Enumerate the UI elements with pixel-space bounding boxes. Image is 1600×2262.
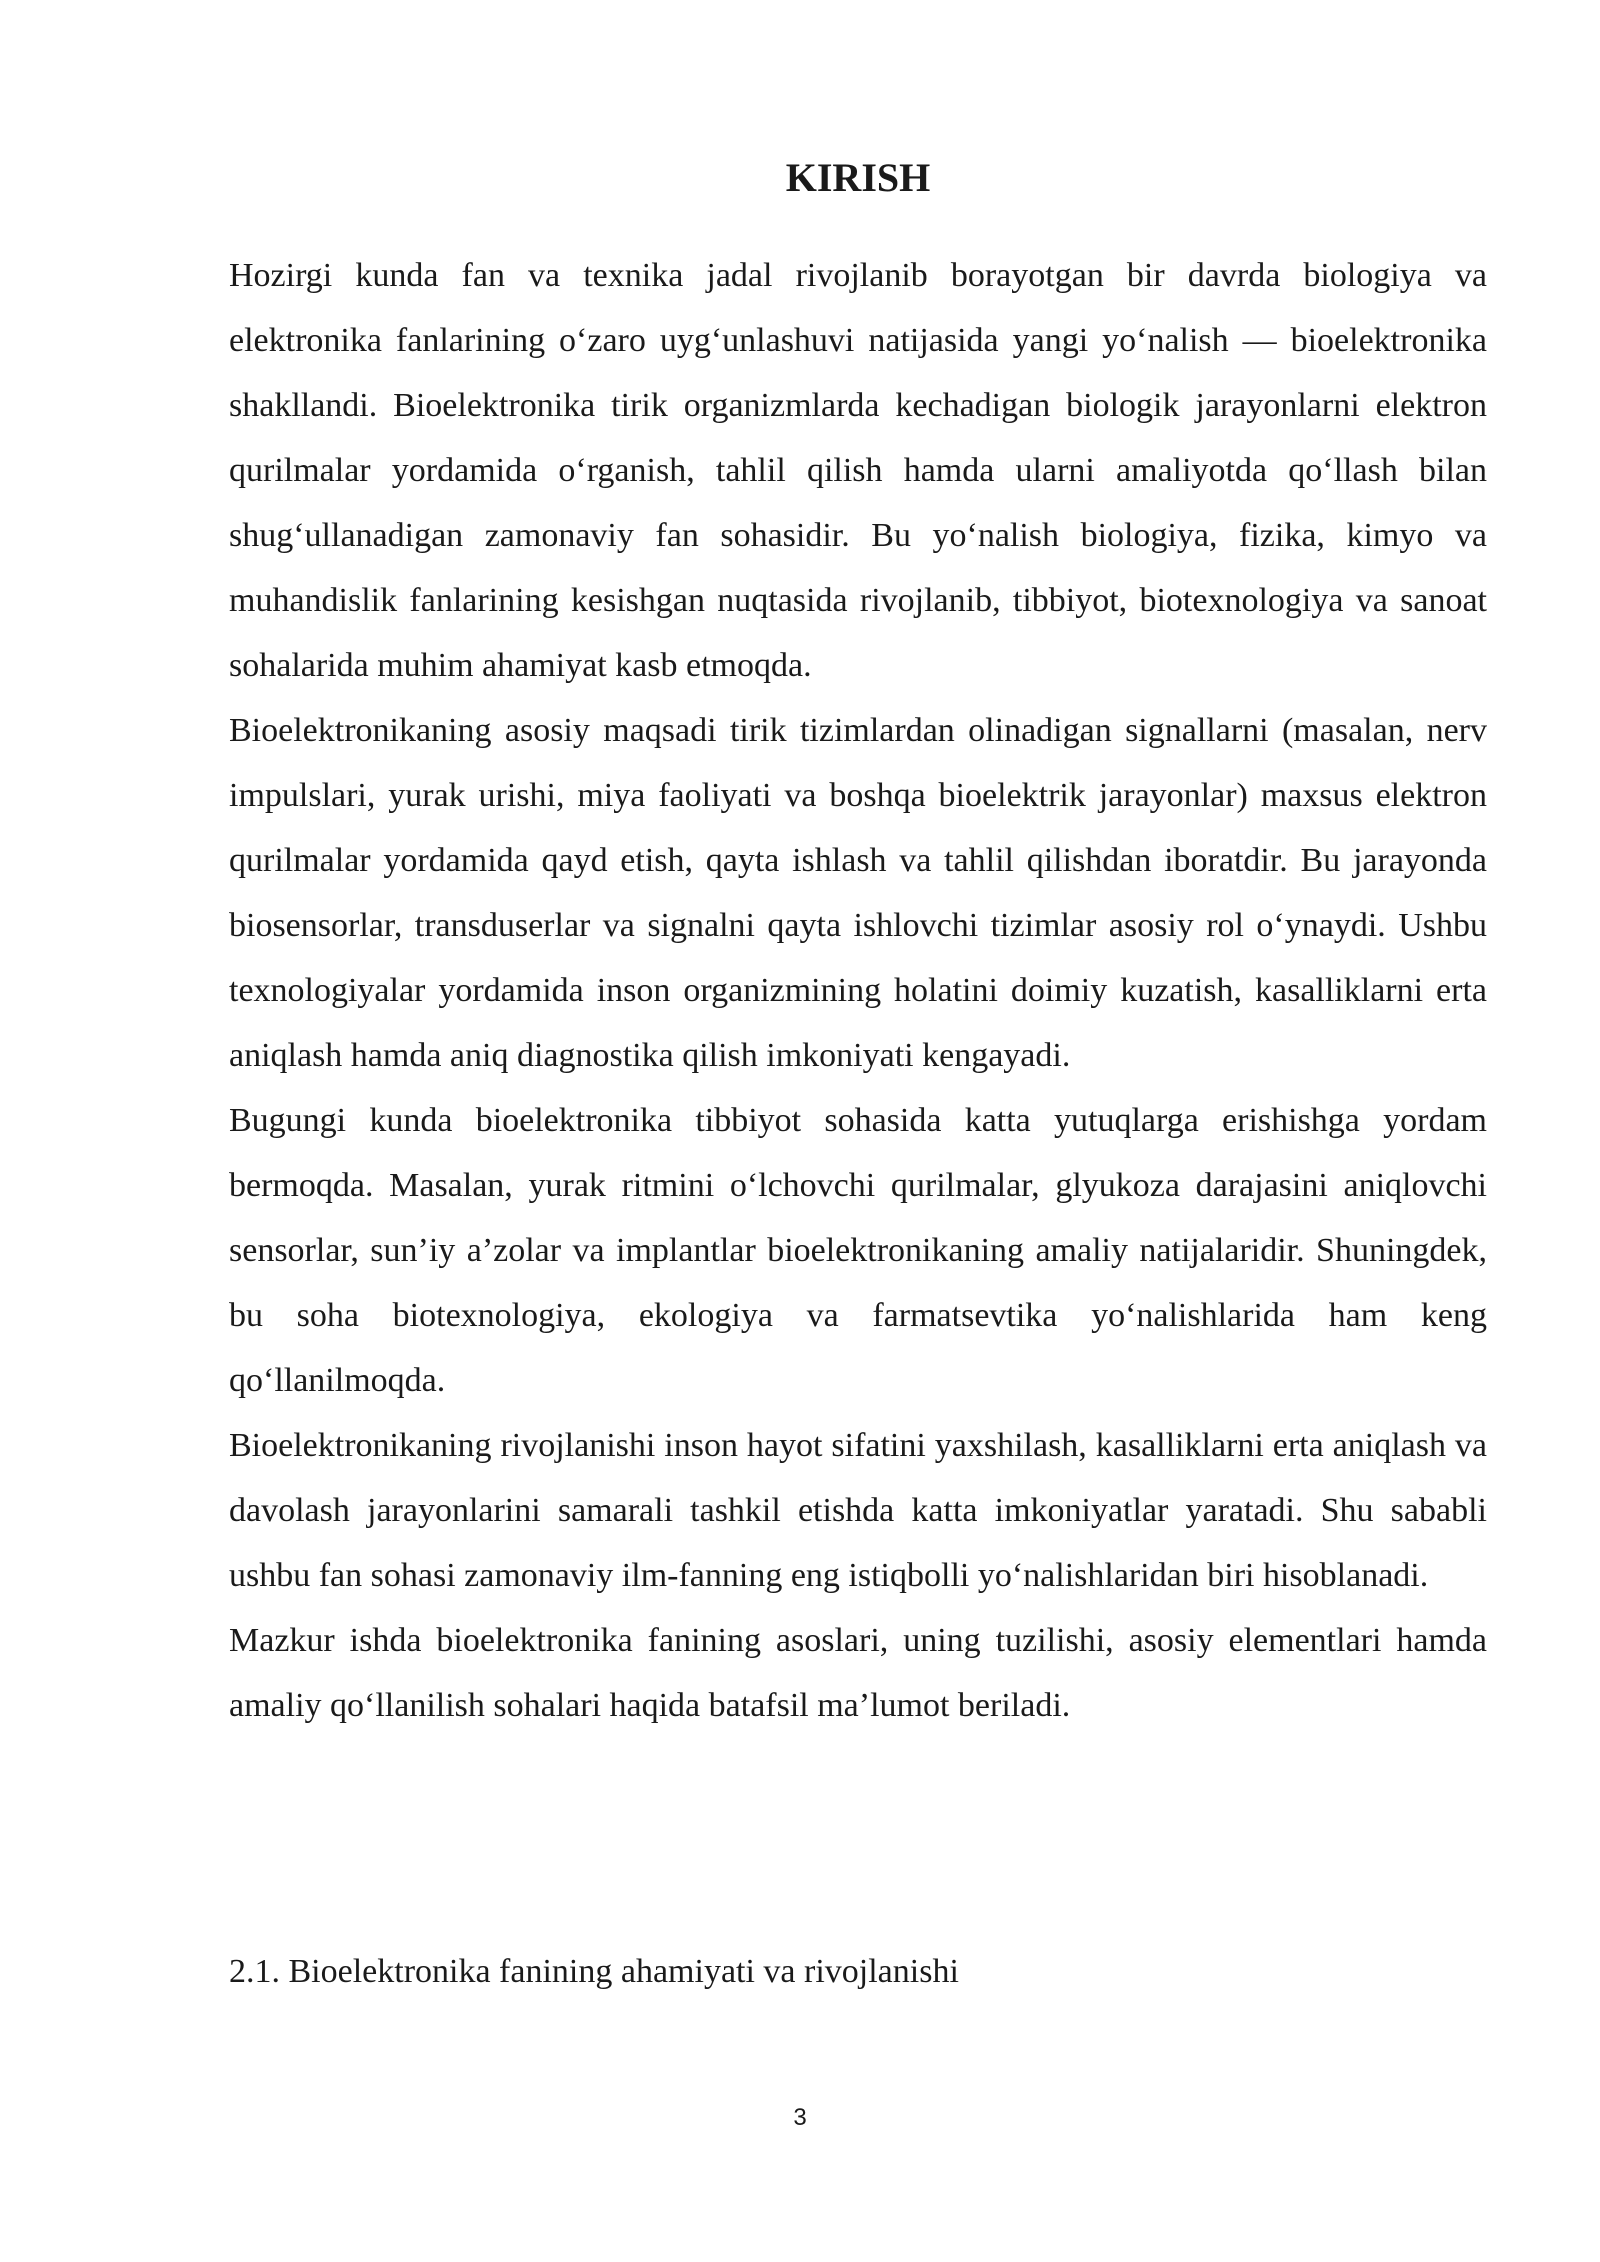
section-heading: 2.1. Bioelektronika fanining ahamiyati va rivojlanishi — [229, 1953, 959, 1990]
paragraph-4: Bioelektronikaning rivojlanishi inson hayot sifatini yaxshilash, kasalliklarni erta aniqlash va davolash jarayonlarini samarali tashkil etishda katta imkoniyatlar yaratadi. Shu sababli ushbu fan sohasi zamonaviy ilm-fanning eng istiqbolli yo‘nalishlaridan biri hisoblanadi. — [229, 1427, 1487, 1594]
paragraph-5: Mazkur ishda bioelektronika fanining asoslari, uning tuzilishi, asosiy elementlari hamda amaliy qo‘llanilish sohalari haqida batafsil ma’lumot beriladi. — [229, 1622, 1487, 1724]
body-text — [229, 243, 1487, 1738]
paragraph-3: Bugungi kunda bioelektronika tibbiyot sohasida katta yutuqlarga erishishga yordam bermoqda. Masalan, yurak ritmini o‘lchovchi qurilmalar, glyukoza darajasini aniqlovchi sensorlar, sun’iy a’zolar va implantlar bioelektronikaning amaliy natijalaridir. Shuningdek, bu soha biotexnologiya, ekologiya va farmatsevtika yo‘nalishlarida ham keng qo‘llanilmoqda. — [229, 1102, 1487, 1399]
page-number: 3 — [793, 2104, 807, 2131]
paragraph-2: Bioelektronikaning asosiy maqsadi tirik tizimlardan olinadigan signallarni (masalan, nerv impulslari, yurak urishi, miya faoliyati va boshqa bioelektrik jarayonlar) maxsus elektron qurilmalar yordamida qayd etish, qayta ishlash va tahlil qilishdan iboratdir. Bu jarayonda biosensorlar, transduserlar va signalni qayta ishlovchi tizimlar asosiy rol o‘ynaydi. Ushbu texnologiyalar yordamida inson organizmining holatini doimiy kuzatish, kasalliklarni erta aniqlash hamda aniq diagnostika qilish imkoniyati kengayadi. — [229, 712, 1487, 1074]
paragraph-1: Hozirgi kunda fan va texnika jadal rivojlanib borayotgan bir davrda biologiya va elektronika fanlarining o‘zaro uyg‘unlashuvi natijasida yangi yo‘nalish — bioelektronika shakllandi. Bioelektronika tirik organizmlarda kechadigan biologik jarayonlarni elektron qurilmalar yordamida o‘rganish, tahlil qilish hamda ularni amaliyotda qo‘llash bilan shug‘ullanadigan zamonaviy fan sohasidir. Bu yo‘nalish biologiya, fizika, kimyo va muhandislik fanlarining kesishgan nuqtasida rivojlanib, tibbiyot, biotexnologiya va sanoat sohalarida muhim ahamiyat kasb etmoqda. — [229, 257, 1487, 684]
page-title: KIRISH — [785, 155, 931, 200]
